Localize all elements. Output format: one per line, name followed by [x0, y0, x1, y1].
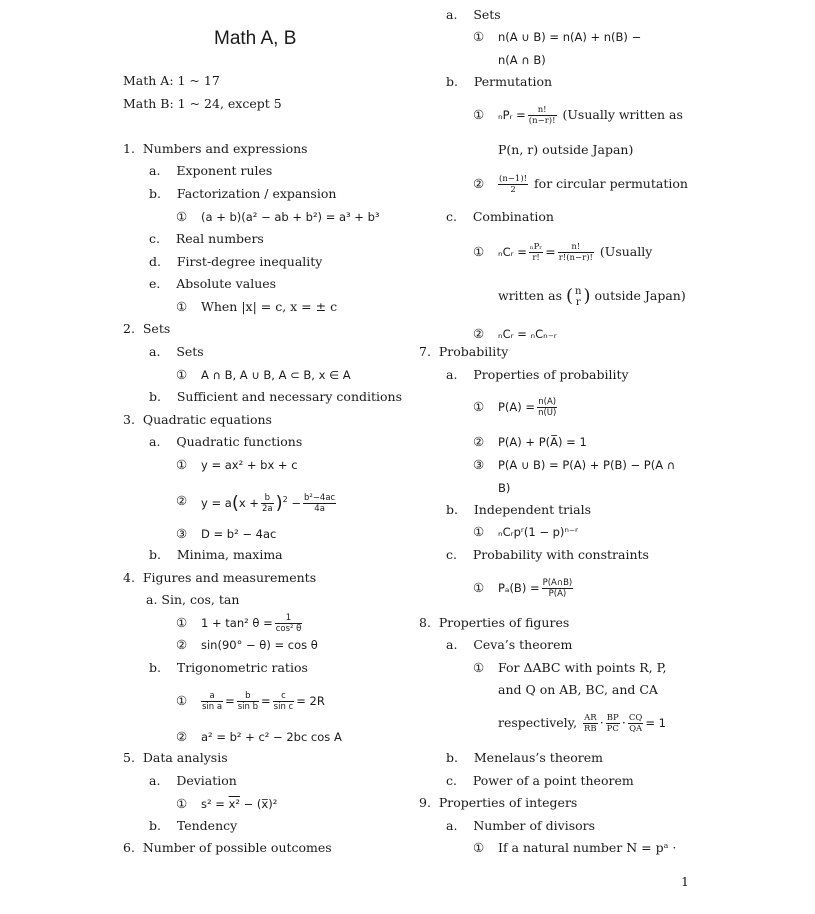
circled-marker: ①: [176, 209, 188, 224]
permutation-formula: ₙPᵣ = $\frac{n!}{(n-r)!}$ (Usually written as: [498, 105, 683, 126]
circled-marker: ①: [176, 693, 188, 708]
circled-marker: ②: [473, 326, 485, 341]
section-heading: 2. Sets: [123, 321, 171, 336]
circled-marker: ①: [473, 29, 485, 44]
vertex-form-formula: y = a(x + $\frac{b}{2a}$ )$^2$ − $\frac{\text{b²−4ac}}{4a}$: [201, 492, 336, 514]
subsection: d. First-degree inequality: [149, 254, 323, 269]
subsection: b. Tendency: [149, 818, 238, 833]
conditional-probability-formula: Pₐ(B) = $\frac{P(A\cap B)}{P(A)}$: [498, 578, 573, 599]
formula: ₙCᵣ = ₙCₙ₋ᵣ: [498, 327, 557, 341]
section-heading: 1. Numbers and expressions: [123, 141, 308, 156]
circled-marker: ②: [473, 434, 485, 449]
subsection: e. Absolute values: [149, 276, 277, 291]
section-heading: 9. Properties of integers: [419, 795, 578, 810]
theorem-text: For ΔABC with points R, P,: [498, 660, 667, 675]
math-b-range: Math B: 1 ~ 24, except 5: [123, 96, 282, 111]
subsection: a. Sets: [446, 7, 501, 22]
formula: When |x| = c, x = ± c: [201, 299, 338, 314]
section-heading: 4. Figures and measurements: [123, 570, 317, 585]
formula: D = b² − 4ac: [201, 527, 277, 541]
subsection: b. Menelaus’s theorem: [446, 750, 604, 765]
circled-marker: ②: [176, 729, 188, 744]
formula: y = ax² + bx + c: [201, 458, 298, 472]
formula: ₙCᵣpʳ(1 − p)ⁿ⁻ʳ: [498, 525, 579, 539]
subsection: b. Sufficient and necessary conditions: [149, 389, 403, 404]
subsection: b. Factorization / expansion: [149, 186, 337, 201]
subsection: b. Trigonometric ratios: [149, 660, 308, 675]
formula: B): [498, 481, 511, 495]
formula: a² = b² + c² − 2bc cos A: [201, 730, 342, 744]
subsection: a. Exponent rules: [149, 163, 273, 178]
theorem-text: If a natural number N = pᵃ ·: [498, 840, 677, 855]
binomial-notation: written as ( n r ) outside Japan): [498, 285, 686, 308]
theorem-text: and Q on AB, BC, and CA: [498, 682, 658, 697]
circled-marker: ①: [176, 457, 188, 472]
formula: P(A) + P(A̅) = 1: [498, 435, 587, 449]
subsection: b. Minima, maxima: [149, 547, 283, 562]
formula: P(A ∪ B) = P(A) + P(B) − P(A ∩: [498, 458, 676, 472]
subsection: c. Real numbers: [149, 231, 264, 246]
circled-marker: ②: [473, 176, 485, 191]
circled-marker: ①: [473, 524, 485, 539]
subsection: c. Power of a point theorem: [446, 773, 634, 788]
probability-formula: P(A) = $\frac{n(A)}{n(U)}$: [498, 397, 557, 418]
circled-marker: ③: [176, 526, 188, 541]
combination-formula: ₙCᵣ = $\frac{\text{ₙPᵣ}}{r!}$ = $\frac{n!}{r!(n-r)!}$ (Usually: [498, 242, 653, 263]
section-heading: 5. Data analysis: [123, 750, 228, 765]
sine-law-formula: $\frac{a}{\text{sin a}}$ = $\frac{b}{\text{sin b}}$ = $\frac{c}{\text{sin c}}$ = 2R: [202, 691, 325, 712]
formula: A ∩ B, A ∪ B, A ⊂ B, x ∈ A: [201, 368, 351, 382]
subsection: a. Properties of probability: [446, 367, 629, 382]
subsection: b. Permutation: [446, 74, 553, 89]
circled-marker: ②: [176, 493, 188, 508]
circled-marker: ①: [473, 107, 485, 122]
ceva-formula: respectively, $\frac{AR}{RB}$ · $\frac{BP}{PC}$ · $\frac{CQ}{QA}$ = 1: [498, 713, 666, 734]
math-a-range: Math A: 1 ~ 17: [123, 73, 220, 88]
circular-permutation-formula: $\frac{(n-1)!}{2}$ for circular permutation: [499, 174, 688, 195]
subsection: a. Sets: [149, 344, 204, 359]
formula: 1 + tan² θ = $\frac{1}{\text{cos² θ}}$: [201, 613, 302, 634]
formula-note: P(n, r) outside Japan): [498, 142, 634, 157]
circled-marker: ①: [473, 580, 485, 595]
subsection: a. Ceva’s theorem: [446, 637, 573, 652]
subsection: a. Number of divisors: [446, 818, 596, 833]
subsection: c. Combination: [446, 209, 554, 224]
circled-marker: ①: [473, 244, 485, 259]
formula: sin(90° − θ) = cos θ: [201, 638, 318, 652]
subsection: b. Independent trials: [446, 502, 592, 517]
circled-marker: ①: [176, 299, 188, 314]
circled-marker: ①: [176, 367, 188, 382]
section-heading: 7. Probability: [419, 344, 509, 359]
formula: n(A ∪ B) = n(A) + n(B) −: [498, 30, 642, 44]
circled-marker: ①: [473, 840, 485, 855]
circled-marker: ①: [176, 796, 188, 811]
circled-marker: ②: [176, 637, 188, 652]
subsection: a. Deviation: [149, 773, 237, 788]
variance-formula: s² = x² − (x̅)²: [201, 797, 278, 811]
subsection: a. Quadratic functions: [149, 434, 303, 449]
section-heading: 8. Properties of figures: [419, 615, 570, 630]
page-number: 1: [681, 874, 689, 889]
document-title: Math A, B: [214, 28, 297, 49]
subsection: a. Sin, cos, tan: [146, 592, 240, 607]
subsection: c. Probability with constraints: [446, 547, 649, 562]
formula: n(A ∩ B): [498, 53, 546, 67]
circled-marker: ①: [473, 399, 485, 414]
section-heading: 3. Quadratic equations: [123, 412, 272, 427]
circled-marker: ①: [473, 660, 485, 675]
circled-marker: ①: [176, 615, 188, 630]
section-heading: 6. Number of possible outcomes: [123, 840, 332, 855]
formula: (a + b)(a² − ab + b²) = a³ + b³: [201, 210, 380, 224]
circled-marker: ③: [473, 457, 485, 472]
